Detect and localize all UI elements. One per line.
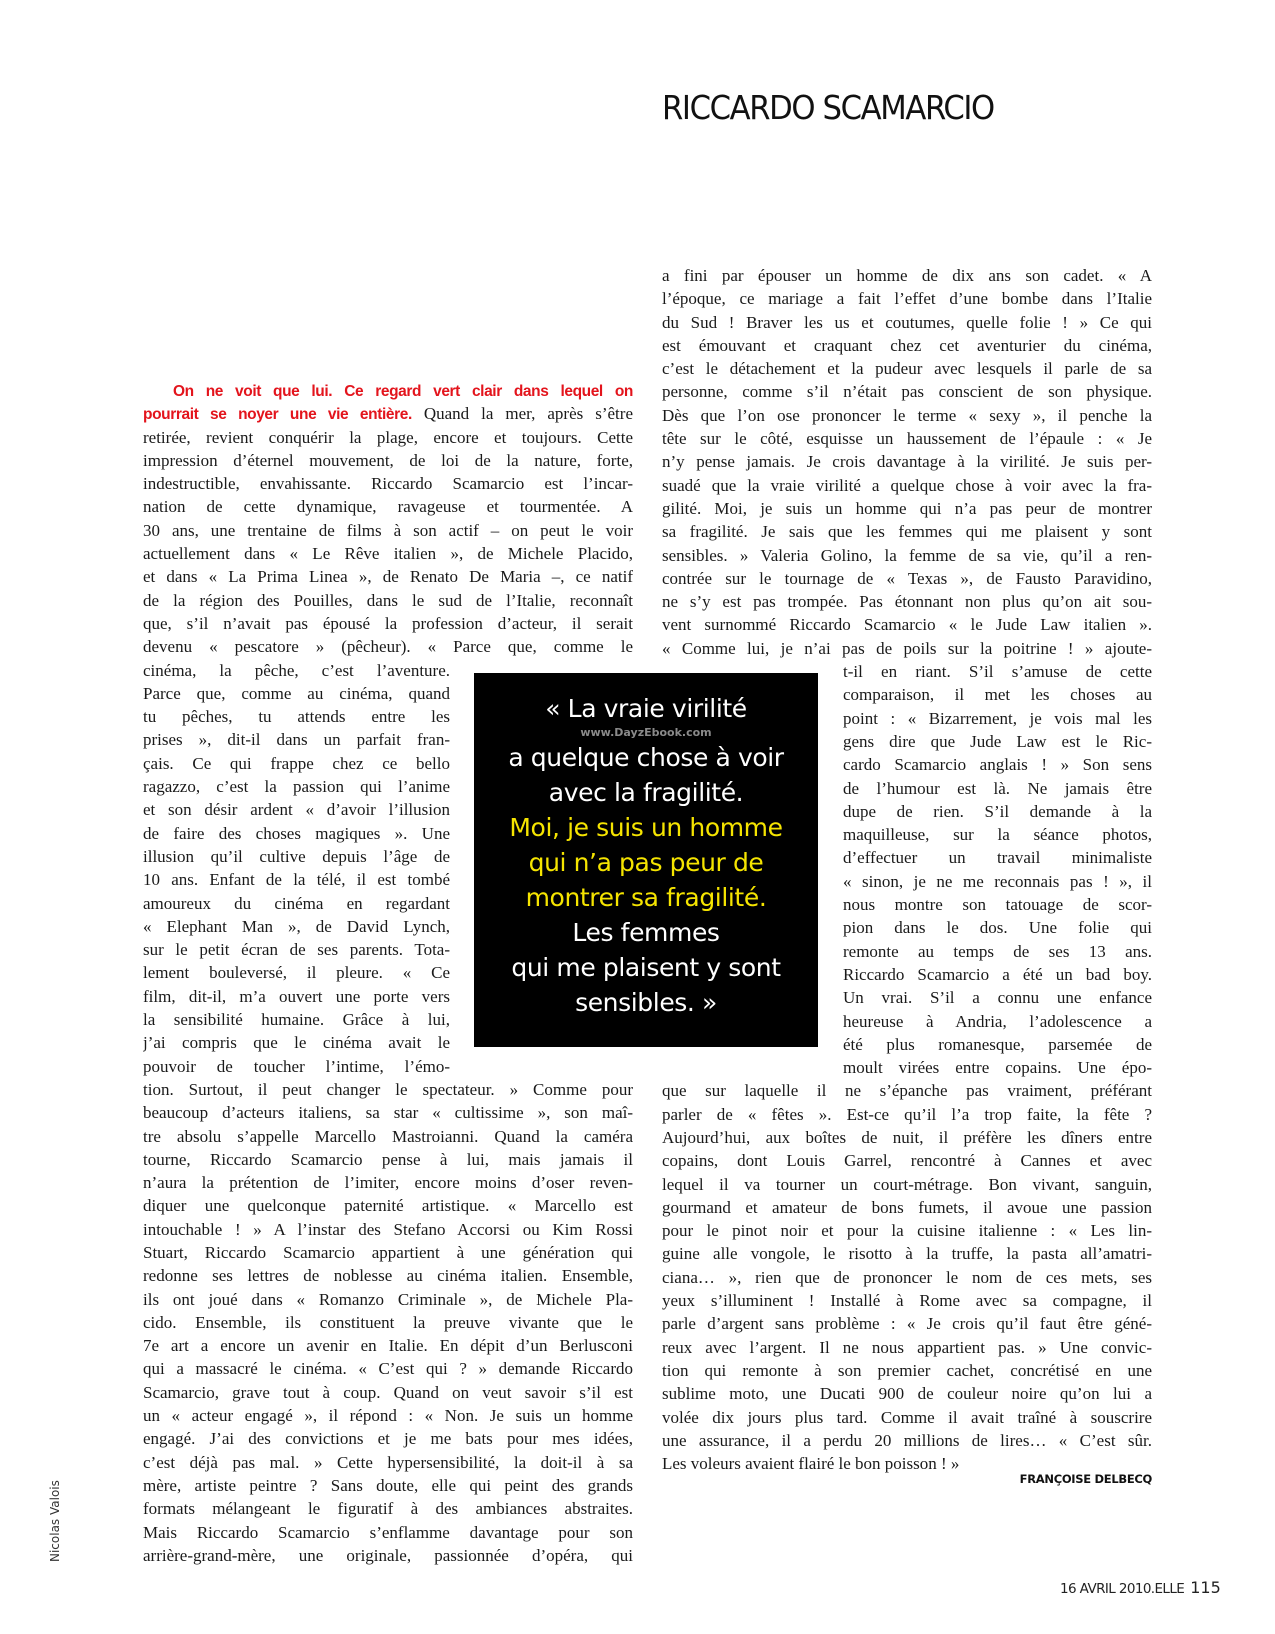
text-line: nous montre son tatouage de scor-: [843, 895, 1152, 915]
text-line: cardo Scamarcio anglais ! » Son sens: [843, 755, 1152, 775]
text-line: lement bouleversé, il pleure. « Ce: [143, 963, 450, 983]
text-line: prises », dit-il dans un parfait fran-: [143, 730, 450, 750]
text-line: 7e art a encore un avenir en Italie. En dépit d’un Berlusconi: [143, 1336, 633, 1356]
text-line: engagé. J’ai des convictions et je me bats pour mes idées,: [143, 1429, 633, 1449]
left-full-lines-2: [143, 1078, 633, 1567]
text-line: redonne ses lettres de noblesse au cinéma italien. Ensemble,: [143, 1266, 633, 1286]
text-line: 10 ans. Enfant de la télé, il est tombé: [143, 870, 450, 890]
text-line: pouvoir de toucher l’intime, l’émo-: [143, 1056, 450, 1076]
text-line: pion dans le dos. Une folie qui: [843, 918, 1152, 938]
text-line: formats mélangeant le figuratif à des ambiances abstraites.: [143, 1499, 633, 1519]
text-line: j’ai compris que le cinéma avait le: [143, 1033, 450, 1053]
text-line: beaucoup d’acteurs italiens, sa star « cultissime », son maî-: [143, 1103, 633, 1123]
text-line: yeux s’illuminent ! Installé à Rome avec sa compagne, il: [662, 1291, 1152, 1311]
issue-date: 16 AVRIL 2010.ELLE: [1060, 1581, 1185, 1597]
text-line: devenu « pescatore » (pêcheur). « Parce que, comme le: [143, 637, 633, 657]
text-line: c’est le détachement et la pudeur avec lesquels il parle de sa: [662, 359, 1152, 379]
text-line: cinéma, la pêche, c’est l’aventure.: [143, 660, 450, 680]
pull-quote-line: avec la fragilité.: [548, 778, 744, 807]
text-line: copains, dont Louis Garrel, rencontré à Cannes et avec: [662, 1151, 1152, 1171]
text-line: « Comme lui, je n’ai pas de poils sur la poitrine ! » ajoute-: [662, 638, 1152, 658]
left-full-lines-1: [143, 426, 633, 659]
lead-text: pourrait se noyer une vie entière.: [143, 406, 412, 424]
text-line: mère, artiste peintre ? Sans doute, elle qui peint des grands: [143, 1475, 633, 1495]
text-line: qui a massacré le cinéma. « C’est qui ? » demande Riccardo: [143, 1359, 633, 1379]
pull-quote-line: montrer sa fragilité.: [525, 883, 767, 912]
text-line: arrière-grand-mère, une originale, passionnée d’opéra, qui: [143, 1545, 633, 1565]
text-line: contrée sur le tournage de « Texas », de Fausto Paravidino,: [662, 568, 1152, 588]
text-line: retirée, revient conquérir la plage, encore et toujours. Cette: [143, 427, 633, 447]
text-line: a fini par épouser un homme de dix ans son cadet. « A: [662, 266, 1152, 285]
text-line: sensibles. » Valeria Golino, la femme de sa vie, qu’il a ren-: [662, 545, 1152, 565]
text-line: Riccardo Scamarcio a été un bad boy.: [843, 964, 1152, 984]
text-line: sublime moto, une Ducati 900 de couleur noire qu’on lui a: [662, 1384, 1152, 1404]
text-line: Un vrai. S’il a connu une enfance: [843, 988, 1152, 1008]
text-line: tête sur le côté, esquisse un haussement de l’épaule : « Je: [662, 429, 1152, 449]
text-line: personne, comme s’il n’était pas conscient de son physique.: [662, 382, 1152, 402]
text-line: parler de « fêtes ». Est-ce qu’il l’a trop faite, la fête ?: [662, 1104, 1152, 1124]
text-line: actuellement dans « Le Rêve italien », de Michele Placido,: [143, 544, 633, 564]
text-line: reux avec l’argent. Il ne nous appartient pas. » Une convic-: [662, 1337, 1152, 1357]
text-line: Scamarcio, grave tout à coup. Quand on veut savoir s’il est: [143, 1382, 633, 1402]
text-line: l’époque, ce mariage a fait l’effet d’une bombe dans l’Italie: [662, 289, 1152, 309]
pull-quote-line: a quelque chose à voir: [508, 743, 784, 772]
page-title: RICCARDO SCAMARCIO: [662, 88, 994, 127]
text-line: volée dix jours plus tard. Comme il avait traîné à souscrire: [662, 1407, 1152, 1427]
text-line: Aujourd’hui, aux boîtes de nuit, il préfère les dîners entre: [662, 1127, 1152, 1147]
text-line: et son désir ardent « d’avoir l’illusion: [143, 800, 450, 820]
pull-quote: [474, 673, 818, 1047]
text-line: Stuart, Riccardo Scamarcio appartient à une génération qui: [143, 1242, 633, 1262]
text-line: que, s’il n’avait pas épousé la profession d’acteur, il serait: [143, 613, 633, 633]
text-line: que sur laquelle il ne s’épanche pas vraiment, préférant: [662, 1081, 1152, 1101]
text-line: film, dit-il, m’a ouvert une porte vers: [143, 986, 450, 1006]
text-line: indestructible, envahissante. Riccardo Scamarcio est l’incar-: [143, 474, 633, 494]
text-line: un « acteur engagé », il répond : « Non. Je suis un homme: [143, 1406, 633, 1426]
text-line: illusion qu’il cultive depuis l’âge de: [143, 846, 450, 866]
pull-quote-line: « La vraie virilité: [545, 694, 747, 723]
text-line: maquilleuse, sur la séance photos,: [843, 825, 1152, 845]
text-line: point : « Bizarrement, je vois mal les: [843, 708, 1152, 728]
text-line: dupe de rien. S’il demande à la: [843, 801, 1152, 821]
pull-quote-line: Les femmes: [572, 918, 720, 947]
lead-line: [143, 379, 633, 402]
text-line: vent surnommé Riccardo Scamarcio « le Jude Law italien ».: [662, 615, 1152, 635]
lead-text: On ne voit que lui. Ce regard vert clair dans lequel on: [173, 383, 633, 400]
text-line: tion. Surtout, il peut changer le spectateur. » Comme pour: [143, 1079, 633, 1099]
text-line: cido. Ensemble, ils constituent la preuve vivante que le: [143, 1312, 633, 1332]
text-line: ciana… », rien que de prononcer le nom de ces mets, ses: [662, 1267, 1152, 1287]
right-full-lines-2: [662, 1079, 1152, 1475]
text-line: n’aura la prétention de l’imiter, encore moins d’oser reven-: [143, 1173, 633, 1193]
text-line: gens dire que Jude Law est le Ric-: [843, 731, 1152, 751]
photo-credit: Nicolas Valois: [48, 1480, 62, 1562]
text-line: diquer une quelconque paternité artistique. « Marcello est: [143, 1196, 633, 1216]
pull-quote-text: [474, 691, 818, 1020]
text-line: intouchable ! » A l’instar des Stefano Accorsi ou Kim Rossi: [143, 1219, 633, 1239]
text-line: n’y pense jamais. Je crois davantage à la virilité. Je suis per-: [662, 452, 1152, 472]
text-line: heureuse à Andria, l’adolescence a: [843, 1011, 1152, 1031]
text-line: de faire des choses magiques ». Une: [143, 823, 450, 843]
pull-quote-line: Moi, je suis un homme: [509, 813, 783, 842]
pull-quote-line: qui me plaisent y sont: [511, 953, 781, 982]
author-byline: FRANÇOISE DELBECQ: [1019, 1472, 1152, 1486]
text-line: pour le pinot noir et pour la cuisine italienne : « Les lin-: [662, 1221, 1152, 1241]
text-line: ils ont joué dans « Romanzo Criminale », de Michele Pla-: [143, 1289, 633, 1309]
text-line: Mais Riccardo Scamarcio s’enflamme davantage pour son: [143, 1522, 633, 1542]
text-line: gourmand et amateur de bons fumets, il avoue une passion: [662, 1197, 1152, 1217]
text-line: de la région des Pouilles, dans le sud de l’Italie, reconnaît: [143, 590, 633, 610]
text-line: t-il en riant. S’il s’amuse de cette: [843, 662, 1152, 682]
text-line: Dès que l’on ose prononcer le terme « sexy », il penche la: [662, 405, 1152, 425]
text-line: de l’humour est là. Ne jamais être: [843, 778, 1152, 798]
text-line: tu pêches, tu attends entre les: [143, 707, 450, 727]
watermark: www.DayzEbook.com: [580, 726, 712, 739]
text-line: la sensibilité humaine. Grâce à lui,: [143, 1010, 450, 1030]
text-line: d’effectuer un travail minimaliste: [843, 848, 1152, 868]
text-line: moult virées entre copains. Une épo-: [843, 1058, 1152, 1078]
text-line: gilité. Moi, je suis un homme qui n’a pas peur de montrer: [662, 498, 1152, 518]
text-line: c’est déjà pas mal. » Cette hypersensibilité, la doit-il à sa: [143, 1452, 633, 1472]
pull-quote-line: sensibles. »: [575, 988, 717, 1017]
text-line: 30 ans, une trentaine de films à son actif – on peut le voir: [143, 520, 633, 540]
text-line: ne s’y est pas trompée. Pas étonnant non plus qu’on ait sou-: [662, 592, 1152, 612]
text-line: Parce que, comme au cinéma, quand: [143, 683, 450, 703]
text-line: et dans « La Prima Linea », de Renato De Maria –, ce natif: [143, 567, 633, 587]
text-line: est émouvant et craquant chez cet aventurier du cinéma,: [662, 335, 1152, 355]
text-line: suadé que la vraie virilité a quelque chose à voir avec la fra-: [662, 475, 1152, 495]
page-number: 115: [1190, 1578, 1221, 1597]
text-line: tion qui remonte à son premier cachet, concrétisé en une: [662, 1360, 1152, 1380]
text-line: remonte au temps de ses 13 ans.: [843, 941, 1152, 961]
text-line: « sinon, je ne me reconnais pas ! », il: [843, 871, 1152, 891]
pull-quote-line: qui n’a pas peur de: [528, 848, 764, 877]
text-line: sur le petit écran de ses parents. Tota-: [143, 940, 450, 960]
page-footer: [1060, 1578, 1221, 1597]
text-line: amoureux du cinéma en regardant: [143, 893, 450, 913]
text-line: tourne, Riccardo Scamarcio pense à lui, mais jamais il: [143, 1149, 633, 1169]
text-line: du Sud ! Braver les us et coutumes, quelle folie ! » Ce qui: [662, 312, 1152, 332]
text-line: été plus romanesque, parsemée de: [843, 1034, 1152, 1054]
text-line: lequel il va tourner un court-métrage. Bon vivant, sanguin,: [662, 1174, 1152, 1194]
text-line: guine alle vongole, le risotto à la truffe, la pasta all’amatri-: [662, 1244, 1152, 1264]
text-line: Les voleurs avaient flairé le bon poisson ! »: [662, 1454, 960, 1474]
text-line: « Elephant Man », de David Lynch,: [143, 916, 450, 936]
text-line: çais. Ce qui frappe chez ce bello: [143, 753, 450, 773]
text-line: comparaison, il met les choses au: [843, 685, 1152, 705]
lead-line: [143, 402, 633, 425]
text-line: nation de cette dynamique, ravageuse et tourmentée. A: [143, 497, 633, 517]
text-line: ragazzo, c’est la passion qui l’anime: [143, 777, 450, 797]
text-line: sa fragilité. Je sais que les femmes qui me plaisent y sont: [662, 522, 1152, 542]
text-line: une assurance, il a perdu 20 millions de lires… « C’est sûr.: [662, 1430, 1152, 1450]
text-line: parle d’argent sans problème : « Je crois qu’il faut être géné-: [662, 1314, 1152, 1334]
text-line: impression d’éternel mouvement, de loi de la nature, forte,: [143, 450, 633, 470]
right-full-lines-1: [662, 264, 1152, 660]
text-line: tre absolu s’appelle Marcello Mastroianni. Quand la caméra: [143, 1126, 633, 1146]
body-text: Quand la mer, après s’être: [411, 404, 633, 424]
